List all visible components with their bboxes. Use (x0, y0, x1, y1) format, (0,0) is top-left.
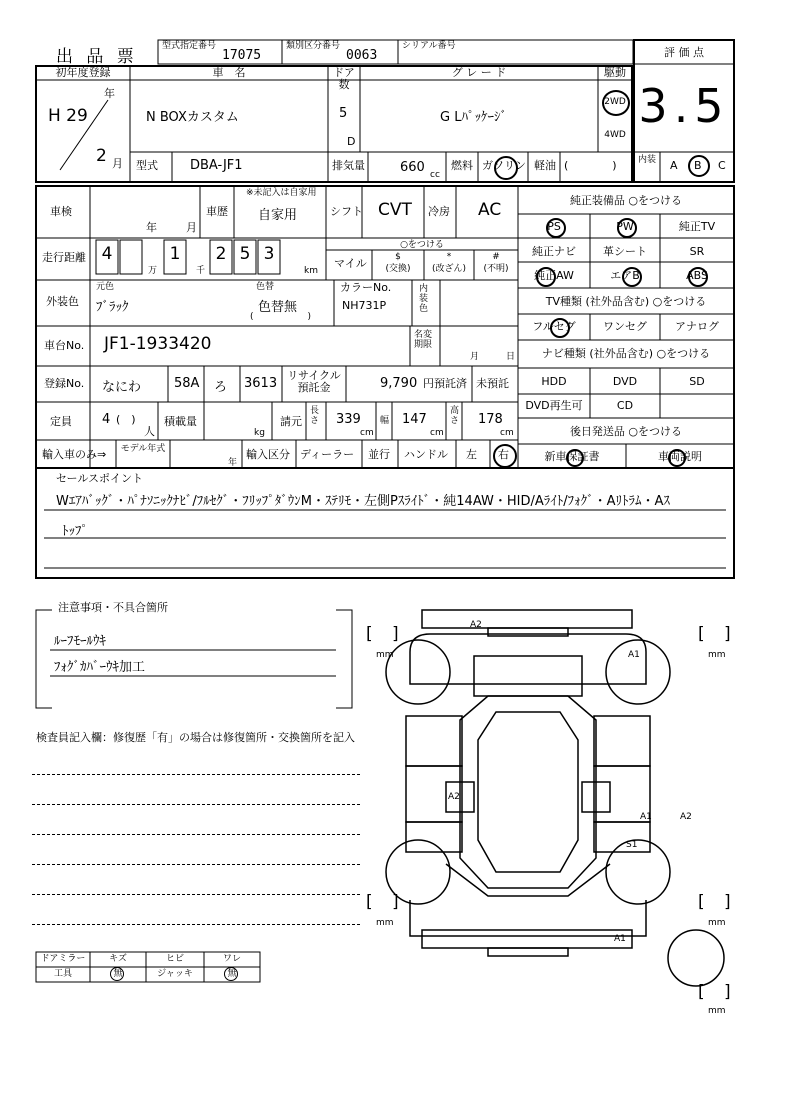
mm-label: mm (376, 650, 394, 660)
first-reg-era: H 29 (48, 106, 88, 126)
year-unit: 年 (104, 87, 115, 100)
acc-cell: 無 (113, 969, 123, 979)
equip-title: 純正装備品 ○をつける (569, 194, 683, 207)
model-year-label: モデル年式 (120, 444, 166, 454)
notes-line2: ﾌｫｸﾞｶﾊﾞｰｳｷ加工 (54, 660, 146, 675)
mileage-label: 走行距離 (42, 251, 86, 264)
equip-item: ABS (686, 269, 708, 282)
door-suffix: D (347, 135, 356, 148)
serial-label: シリアル番号 (402, 41, 456, 51)
model-label: 型式 (136, 159, 158, 172)
type-value: 17075 (222, 48, 262, 63)
shift-label: シフト (330, 205, 363, 218)
reg-num: 3613 (244, 376, 278, 391)
exchange-txt: (交換) (385, 264, 411, 274)
invoice-label: 請元 (280, 415, 302, 428)
interior-c: C (718, 159, 726, 172)
mileage-digit: 2 (215, 244, 227, 264)
displacement-value: 660 (400, 160, 425, 175)
sales-line2: ﾄｯﾌﾟ (62, 524, 88, 539)
acc-cell: ドアミラー (40, 954, 86, 964)
fuel-label: 燃料 (451, 159, 473, 172)
mileage-digit: 3 (263, 244, 275, 264)
damage-mark: A2 (680, 812, 692, 822)
navi-item: DVD再生可 (525, 399, 583, 412)
equip-pw-circle (617, 218, 637, 238)
car-name: N BOXカスタム (146, 110, 239, 125)
displacement-label: 排気量 (332, 159, 365, 172)
height-label: 高さ (450, 406, 460, 426)
bracket-left: [ (698, 982, 705, 1002)
color-no: NH731P (342, 299, 387, 312)
import-type-label: 輸入区分 (246, 448, 290, 461)
unknown-txt: (不明) (483, 264, 509, 274)
recycle-label: リサイクル預託金 (287, 369, 341, 394)
width-label: 幅 (380, 416, 390, 426)
inspection-month: 月 (186, 221, 197, 234)
reg-label: 登録No. (44, 377, 85, 390)
width-value: 147 (402, 412, 427, 427)
equip-item: PS (547, 220, 561, 233)
damage-mark: A1 (640, 812, 652, 822)
bracket-right: ] (392, 624, 399, 644)
notes-title: 注意事項・不具合箇所 (58, 601, 168, 614)
capacity-label: 定員 (50, 415, 72, 428)
equip-item: 純正TV (678, 220, 716, 233)
repaint-label: 色替 (256, 282, 275, 292)
type-label: 型式指定番号 (162, 41, 217, 51)
length-value: 339 (336, 412, 361, 427)
eval-score: 3.5 (638, 79, 730, 133)
mileage-sen: 千 (196, 266, 206, 276)
reg-city: なにわ (102, 380, 142, 395)
orig-color: ﾌﾞﾗｯｸ (96, 300, 129, 315)
interior-b: B (694, 159, 702, 172)
mm-label: mm (708, 1006, 726, 1016)
import-dealer: ディーラー (300, 448, 355, 461)
first-reg-label: 初年度登録 (55, 66, 111, 79)
navi-item: HDD (541, 375, 567, 388)
import-label: 輸入車のみ⇒ (42, 448, 107, 461)
navi-title: ナビ種類 (社外品含む) ○をつける (541, 347, 711, 360)
month-unit: 月 (112, 157, 123, 170)
acc-cell: ジャッキ (157, 969, 193, 979)
mark-note: ○をつける (400, 240, 444, 250)
vin-value: JF1-1933420 (104, 334, 212, 354)
tv-item: フルセグ (532, 320, 576, 333)
handle-label: ハンドル (404, 448, 448, 461)
grade-label: グ レ ー ド (451, 66, 507, 79)
navi-item: CD (616, 399, 634, 412)
damage-mark: A1 (614, 934, 626, 944)
sales-label: セールスポイント (56, 472, 144, 485)
capacity-value: 4 (102, 412, 111, 427)
navi-item: SD (689, 375, 705, 388)
bracket-left: [ (698, 892, 705, 912)
nc-month: 月 (470, 352, 480, 362)
import-parallel: 並行 (368, 448, 390, 461)
sales-line1: Wｴｱﾊﾞｯｸﾞ・ﾊﾟﾅｿﾆｯｸﾅﾋﾞ/ﾌﾙｾｸﾞ・ﾌﾘｯﾌﾟﾀﾞｳﾝM・ｽﾃﾘﾓ・左側Pｽﾗｲﾄﾞ・純14AW・HID/Aﾗｲﾄ/ﾌｫｸﾞ・Aﾘﾄﾗﾑ・Aｽ (56, 494, 670, 509)
cc-unit: cc (430, 170, 440, 180)
capacity-paren: ( ) (116, 413, 136, 426)
name-change-label: 名変期限 (414, 330, 433, 350)
drive-2wd-circle (602, 90, 630, 116)
mile-label: マイル (334, 257, 367, 270)
mm-label: mm (708, 918, 726, 928)
damage-mark: A2 (448, 792, 460, 802)
class-value: 0063 (346, 48, 378, 63)
bracket-right: ] (724, 982, 731, 1002)
tv-fullseg-circle (550, 318, 570, 338)
reg-kana: ろ (214, 380, 228, 395)
fuel-gas-circle (494, 156, 518, 180)
nc-day: 日 (506, 352, 516, 362)
inspection-label: 車検 (50, 205, 72, 218)
inspection-year: 年 (146, 221, 157, 234)
mm-label: mm (376, 918, 394, 928)
kg-unit: kg (254, 428, 265, 438)
acc-tool-circle (110, 967, 124, 981)
history-value: 自家用 (258, 208, 298, 223)
mileage-digit: 4 (101, 244, 113, 264)
docs-item: 新車保証書 (544, 450, 600, 463)
interior-a: A (670, 159, 678, 172)
tamper-txt: (改ざん) (431, 264, 467, 274)
color-no-label: カラーNo. (340, 281, 392, 294)
form-title: 出 品 票 (56, 47, 138, 67)
km-unit: km (304, 266, 318, 276)
mileage-digit: 5 (239, 244, 251, 264)
equip-item: 革シート (603, 245, 647, 258)
docs-title: 後日発送品 ○をつける (569, 425, 683, 438)
doors-label: ドア数 (333, 66, 355, 91)
capacity-unit: 人 (144, 425, 155, 438)
bracket-right: ] (724, 892, 731, 912)
repaint-paren: ( ) (250, 312, 312, 322)
navi-item: DVD (612, 375, 638, 388)
width-cm: cm (430, 428, 444, 438)
tamper-sym: * (446, 252, 452, 262)
acc-cell: ワレ (222, 954, 241, 964)
equip-item: SR (689, 245, 705, 258)
damage-mark: A1 (628, 650, 640, 660)
fuel-gas: ガソリン (482, 159, 526, 172)
doors-value: 5 (339, 106, 348, 121)
reg-class: 58A (174, 376, 200, 391)
grade-value: G Lﾊﾟｯｹｰｼﾞ (440, 110, 507, 125)
height-value: 178 (478, 412, 503, 427)
class-label: 類別区分番号 (286, 41, 341, 51)
repaint-value: 色替無 (258, 300, 298, 315)
tv-title: TV種類 (社外品含む) ○をつける (545, 295, 707, 308)
equip-item: 純正AW (534, 269, 574, 282)
tv-item: アナログ (675, 320, 719, 333)
equip-abs-circle (688, 267, 708, 287)
recycle-unpaid: 未預託 (476, 377, 509, 390)
acc-cell: 工具 (53, 969, 72, 979)
notes-line1: ﾙｰﾌﾓｰﾙｳｷ (54, 634, 106, 649)
eval-label: 評 価 点 (664, 46, 704, 59)
damage-mark: A2 (470, 620, 482, 630)
orig-color-label: 元色 (96, 282, 115, 292)
shift-value: CVT (378, 200, 412, 220)
handle-right-circle (493, 444, 517, 468)
drive-label: 駆動 (604, 66, 626, 79)
history-label: 車歴 (206, 205, 228, 218)
bracket-left: [ (366, 624, 373, 644)
inspector-title: 検査員記入欄：修復歴「有」の場合は修復箇所・交換箇所を記入 (36, 731, 355, 744)
recycle-unit: 円預託済 (423, 377, 467, 390)
handle-right: 右 (498, 448, 509, 461)
acc-cell: 無 (227, 969, 237, 979)
int-color-label: 内装色 (419, 284, 429, 314)
exchange-sym: $ (395, 252, 401, 262)
car-diagram (386, 610, 724, 986)
car-name-label: 車 名 (212, 66, 246, 79)
acc-cell: ヒビ (165, 954, 184, 964)
drive-2wd: 2WD (604, 97, 626, 107)
first-reg-month: 2 (96, 146, 107, 166)
equip-aw-circle (536, 267, 556, 287)
tv-item: ワンセグ (603, 320, 647, 333)
equip-item: 純正ナビ (532, 245, 576, 258)
ac-label: 冷房 (428, 205, 450, 218)
docs-item: 車両説明 (658, 450, 702, 463)
equip-item: PW (616, 220, 634, 233)
mileage-digit: 1 (169, 244, 181, 264)
history-note: ※未記入は自家用 (246, 188, 317, 198)
height-cm: cm (500, 428, 514, 438)
interior-label: 内装 (637, 155, 656, 165)
model-value: DBA-JF1 (190, 158, 243, 173)
acc-cell: キズ (109, 954, 127, 964)
docs-manual-circle (668, 449, 686, 467)
fuel-other: ( ) (564, 159, 617, 172)
equip-airbag-circle (622, 267, 642, 287)
bracket-right: ] (724, 624, 731, 644)
bracket-right: ] (392, 892, 399, 912)
damage-mark: S1 (626, 840, 638, 850)
drive-4wd: 4WD (604, 130, 626, 140)
length-cm: cm (360, 428, 374, 438)
handle-left: 左 (466, 448, 477, 461)
acc-jack-circle (224, 967, 238, 981)
color-label: 外装色 (46, 295, 79, 308)
mileage-man: 万 (148, 266, 158, 276)
model-year-unit: 年 (228, 458, 238, 468)
docs-warranty-circle (566, 449, 584, 467)
interior-b-circle (688, 155, 710, 177)
equip-item: エアB (610, 269, 640, 282)
unknown-sym: # (492, 252, 500, 262)
length-label: 長さ (310, 406, 320, 426)
vin-label: 車台No. (44, 339, 85, 352)
bracket-left: [ (698, 624, 705, 644)
fuel-diesel: 軽油 (534, 159, 556, 172)
mm-label: mm (708, 650, 726, 660)
recycle-value: 9,790 (380, 376, 418, 391)
bracket-left: [ (366, 892, 373, 912)
equip-ps-circle (546, 218, 566, 238)
load-label: 積載量 (164, 415, 197, 428)
ac-value: AC (478, 200, 502, 220)
